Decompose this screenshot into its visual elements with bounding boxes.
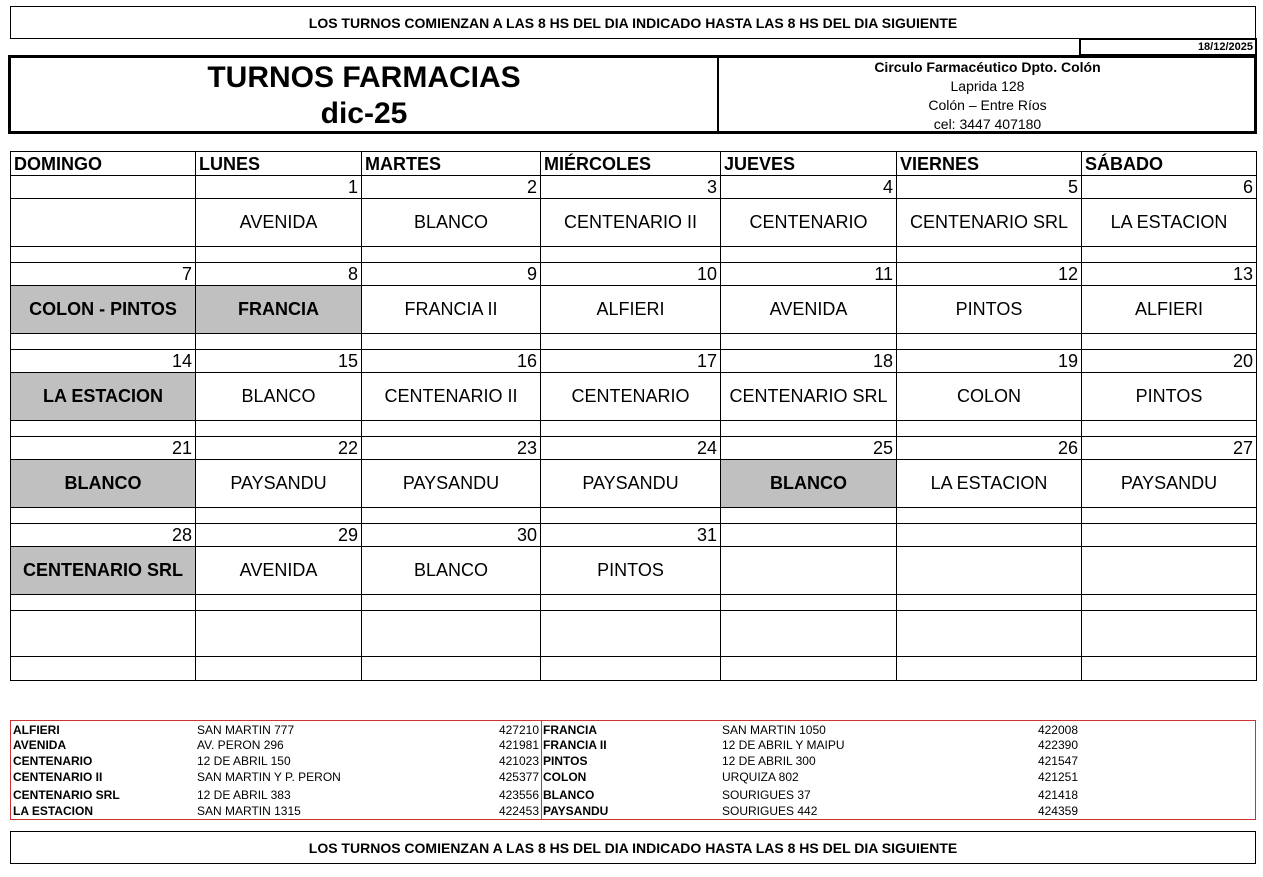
pharmacy-name: AVENIDA bbox=[13, 738, 67, 752]
day-number: 13 bbox=[1082, 263, 1257, 286]
pharmacy-phone: 421981 bbox=[498, 738, 539, 752]
pharmacy-on-duty: PAYSANDU bbox=[362, 460, 541, 508]
pharmacy-on-duty: COLON bbox=[897, 373, 1082, 421]
day-number-row bbox=[11, 176, 1257, 199]
pharmacy-on-duty: CENTENARIO SRL bbox=[897, 199, 1082, 247]
empty-cell bbox=[11, 508, 196, 524]
empty-cell bbox=[196, 421, 362, 437]
day-number: 14 bbox=[11, 350, 196, 373]
empty-cell bbox=[897, 421, 1082, 437]
top-banner: LOS TURNOS COMIENZAN A LAS 8 HS DEL DIA INDICADO HASTA LAS 8 HS DEL DIA SIGUIENTE bbox=[10, 6, 1256, 39]
day-number: 2 bbox=[362, 176, 541, 199]
pharmacy-row bbox=[11, 199, 1257, 247]
day-number: 26 bbox=[897, 437, 1082, 460]
pharmacy-name: FRANCIA II bbox=[543, 738, 607, 752]
pharmacy-on-duty: PAYSANDU bbox=[541, 460, 721, 508]
day-number: 25 bbox=[721, 437, 897, 460]
pharmacy-address: SAN MARTIN 1315 bbox=[197, 804, 301, 818]
header bbox=[8, 55, 1257, 134]
day-number: 10 bbox=[541, 263, 721, 286]
day-number bbox=[721, 524, 897, 547]
weekday-label: JUEVES bbox=[721, 152, 897, 176]
pharmacy-phone: 422453 bbox=[498, 804, 539, 818]
day-number: 22 bbox=[196, 437, 362, 460]
empty-cell bbox=[897, 247, 1082, 263]
empty-cell bbox=[1082, 334, 1257, 350]
pharmacy-on-duty: CENTENARIO SRL bbox=[11, 547, 196, 595]
pharmacy-on-duty: CENTENARIO bbox=[721, 199, 897, 247]
weekday-header bbox=[11, 152, 1257, 176]
directory-row bbox=[11, 769, 1255, 785]
empty-cell bbox=[541, 334, 721, 350]
day-number: 11 bbox=[721, 263, 897, 286]
empty-cell bbox=[362, 247, 541, 263]
empty-cell bbox=[362, 334, 541, 350]
pharmacy-address: SOURIGUES 442 bbox=[722, 804, 818, 818]
pharmacy-on-duty: FRANCIA bbox=[196, 286, 362, 334]
pharmacy-row bbox=[11, 460, 1257, 508]
directory-row bbox=[11, 787, 1255, 803]
empty-cell bbox=[541, 508, 721, 524]
day-number: 8 bbox=[196, 263, 362, 286]
pharmacy-name: CENTENARIO II bbox=[13, 770, 103, 784]
empty-cell bbox=[196, 657, 362, 681]
calendar-body bbox=[11, 152, 1257, 681]
pharmacy-directory bbox=[10, 720, 1256, 820]
day-number-row bbox=[11, 263, 1257, 286]
pharmacy-on-duty: BLANCO bbox=[362, 547, 541, 595]
pharmacy-on-duty: BLANCO bbox=[196, 373, 362, 421]
pharmacy-name: PAYSANDU bbox=[543, 804, 609, 818]
day-number-row bbox=[11, 350, 1257, 373]
day-number: 31 bbox=[541, 524, 721, 547]
empty-cell bbox=[897, 657, 1082, 681]
empty-cell bbox=[541, 595, 721, 611]
pharmacy-address: 12 DE ABRIL 150 bbox=[197, 754, 291, 768]
empty-cell bbox=[721, 334, 897, 350]
pharmacy-phone: 421251 bbox=[1037, 770, 1078, 784]
spacer-row bbox=[11, 508, 1257, 524]
empty-cell bbox=[1082, 508, 1257, 524]
empty-cell bbox=[1082, 595, 1257, 611]
org-phone: cel: 3447 407180 bbox=[933, 116, 1042, 132]
day-number: 20 bbox=[1082, 350, 1257, 373]
empty-cell bbox=[362, 421, 541, 437]
month-label: dic-25 bbox=[320, 97, 408, 130]
pharmacy-on-duty: AVENIDA bbox=[196, 199, 362, 247]
pharmacy-on-duty: CENTENARIO II bbox=[541, 199, 721, 247]
directory-row bbox=[11, 722, 1255, 738]
pharmacy-phone: 422008 bbox=[1037, 723, 1078, 737]
empty-cell bbox=[897, 334, 1082, 350]
empty-cell bbox=[721, 611, 897, 657]
day-number: 6 bbox=[1082, 176, 1257, 199]
pharmacy-address: SAN MARTIN 777 bbox=[197, 723, 295, 737]
pharmacy-on-duty: LA ESTACION bbox=[897, 460, 1082, 508]
pharmacy-on-duty: LA ESTACION bbox=[1082, 199, 1257, 247]
empty-cell bbox=[196, 247, 362, 263]
bottom-banner: LOS TURNOS COMIENZAN A LAS 8 HS DEL DIA INDICADO HASTA LAS 8 HS DEL DIA SIGUIENTE bbox=[10, 831, 1256, 864]
empty-cell bbox=[897, 611, 1082, 657]
pharmacy-address: SAN MARTIN Y P. PERON bbox=[197, 770, 341, 784]
pharmacy-phone: 421023 bbox=[498, 754, 539, 768]
pharmacy-on-duty: PAYSANDU bbox=[1082, 460, 1257, 508]
pharmacy-on-duty: LA ESTACION bbox=[11, 373, 196, 421]
empty-cell bbox=[196, 508, 362, 524]
pharmacy-on-duty: BLANCO bbox=[362, 199, 541, 247]
empty-cell bbox=[362, 611, 541, 657]
pharmacy-phone: 427210 bbox=[498, 723, 539, 737]
issue-date: 18/12/2025 bbox=[1079, 38, 1257, 56]
empty-cell bbox=[721, 657, 897, 681]
day-number: 24 bbox=[541, 437, 721, 460]
directory-row bbox=[11, 803, 1255, 819]
org-address: Laprida 128 bbox=[950, 78, 1025, 94]
empty-cell bbox=[721, 595, 897, 611]
empty-cell bbox=[541, 421, 721, 437]
empty-cell bbox=[362, 595, 541, 611]
empty-cell bbox=[1082, 657, 1257, 681]
empty-cell bbox=[11, 657, 196, 681]
pharmacy-on-duty bbox=[1082, 547, 1257, 595]
pharmacy-address: 12 DE ABRIL 300 bbox=[722, 754, 816, 768]
weekday-label: MIÉRCOLES bbox=[541, 152, 721, 176]
pharmacy-on-duty: CENTENARIO SRL bbox=[721, 373, 897, 421]
empty-cell bbox=[11, 334, 196, 350]
pharmacy-on-duty bbox=[897, 547, 1082, 595]
pharmacy-address: 12 DE ABRIL 383 bbox=[197, 788, 291, 802]
empty-cell bbox=[897, 595, 1082, 611]
empty-cell bbox=[541, 247, 721, 263]
empty-cell bbox=[897, 508, 1082, 524]
weekday-label: LUNES bbox=[196, 152, 362, 176]
day-number-row bbox=[11, 437, 1257, 460]
pharmacy-on-duty: PINTOS bbox=[1082, 373, 1257, 421]
pharmacy-phone: 424359 bbox=[1037, 804, 1078, 818]
pharmacy-on-duty bbox=[721, 547, 897, 595]
pharmacy-on-duty: PINTOS bbox=[897, 286, 1082, 334]
empty-cell bbox=[541, 657, 721, 681]
pharmacy-on-duty: FRANCIA II bbox=[362, 286, 541, 334]
empty-cell bbox=[11, 421, 196, 437]
pharmacy-on-duty: AVENIDA bbox=[721, 286, 897, 334]
day-number: 27 bbox=[1082, 437, 1257, 460]
pharmacy-phone: 422390 bbox=[1037, 738, 1078, 752]
weekday-label: DOMINGO bbox=[11, 152, 196, 176]
calendar-table bbox=[10, 151, 1257, 681]
directory-row bbox=[11, 753, 1255, 769]
pharmacy-phone: 423556 bbox=[498, 788, 539, 802]
pharmacy-address: URQUIZA 802 bbox=[722, 770, 799, 784]
day-number: 3 bbox=[541, 176, 721, 199]
directory-row bbox=[11, 737, 1255, 753]
page-title: TURNOS FARMACIAS bbox=[207, 61, 521, 94]
empty-cell bbox=[721, 508, 897, 524]
pharmacy-row bbox=[11, 373, 1257, 421]
empty-cell bbox=[11, 611, 196, 657]
org-name: Circulo Farmacéutico Dpto. Colón bbox=[874, 59, 1101, 75]
day-number bbox=[11, 176, 196, 199]
empty-cell bbox=[541, 611, 721, 657]
pharmacy-phone: 425377 bbox=[498, 770, 539, 784]
day-number: 7 bbox=[11, 263, 196, 286]
day-number: 15 bbox=[196, 350, 362, 373]
pharmacy-address: SAN MARTIN 1050 bbox=[722, 723, 826, 737]
org-city: Colón – Entre Ríos bbox=[928, 97, 1047, 113]
pharmacy-on-duty: PAYSANDU bbox=[196, 460, 362, 508]
empty-cell bbox=[1082, 247, 1257, 263]
pharmacy-address: SOURIGUES 37 bbox=[722, 788, 811, 802]
day-number: 9 bbox=[362, 263, 541, 286]
spacer-row bbox=[11, 247, 1257, 263]
day-number: 1 bbox=[196, 176, 362, 199]
day-number bbox=[897, 524, 1082, 547]
title-block bbox=[11, 58, 719, 131]
spacer-row bbox=[11, 595, 1257, 611]
empty-cell bbox=[196, 611, 362, 657]
weekday-label: SÁBADO bbox=[1082, 152, 1257, 176]
pharmacy-on-duty: CENTENARIO bbox=[541, 373, 721, 421]
weekday-label: MARTES bbox=[362, 152, 541, 176]
day-number: 21 bbox=[11, 437, 196, 460]
day-number: 4 bbox=[721, 176, 897, 199]
day-number bbox=[1082, 524, 1257, 547]
pharmacy-on-duty bbox=[11, 199, 196, 247]
empty-cell bbox=[196, 334, 362, 350]
spacer-row bbox=[11, 334, 1257, 350]
pharmacy-name: PINTOS bbox=[543, 754, 588, 768]
empty-cell bbox=[721, 421, 897, 437]
pharmacy-on-duty: AVENIDA bbox=[196, 547, 362, 595]
pharmacy-name: CENTENARIO SRL bbox=[13, 788, 120, 802]
day-number: 17 bbox=[541, 350, 721, 373]
empty-cell bbox=[196, 595, 362, 611]
empty-row bbox=[11, 611, 1257, 657]
empty-cell bbox=[11, 247, 196, 263]
weekday-label: VIERNES bbox=[897, 152, 1082, 176]
empty-cell bbox=[362, 657, 541, 681]
pharmacy-on-duty: BLANCO bbox=[721, 460, 897, 508]
day-number-row bbox=[11, 524, 1257, 547]
day-number: 5 bbox=[897, 176, 1082, 199]
pharmacy-row bbox=[11, 286, 1257, 334]
pharmacy-on-duty: ALFIERI bbox=[541, 286, 721, 334]
day-number: 16 bbox=[362, 350, 541, 373]
day-number: 29 bbox=[196, 524, 362, 547]
pharmacy-on-duty: COLON - PINTOS bbox=[11, 286, 196, 334]
pharmacy-on-duty: ALFIERI bbox=[1082, 286, 1257, 334]
day-number: 23 bbox=[362, 437, 541, 460]
spacer-row bbox=[11, 421, 1257, 437]
pharmacy-phone: 421418 bbox=[1037, 788, 1078, 802]
pharmacy-on-duty: BLANCO bbox=[11, 460, 196, 508]
pharmacy-name: FRANCIA bbox=[543, 723, 597, 737]
pharmacy-name: CENTENARIO bbox=[13, 754, 93, 768]
empty-cell bbox=[11, 595, 196, 611]
empty-cell bbox=[721, 247, 897, 263]
empty-cell bbox=[1082, 611, 1257, 657]
pharmacy-on-duty: CENTENARIO II bbox=[362, 373, 541, 421]
org-block bbox=[721, 58, 1254, 131]
pharmacy-on-duty: PINTOS bbox=[541, 547, 721, 595]
day-number: 18 bbox=[721, 350, 897, 373]
day-number: 12 bbox=[897, 263, 1082, 286]
empty-cell bbox=[362, 508, 541, 524]
pharmacy-phone: 421547 bbox=[1037, 754, 1078, 768]
day-number: 28 bbox=[11, 524, 196, 547]
pharmacy-name: COLON bbox=[543, 770, 587, 784]
pharmacy-name: ALFIERI bbox=[13, 723, 60, 737]
pharmacy-address: 12 DE ABRIL Y MAIPU bbox=[722, 738, 845, 752]
day-number: 19 bbox=[897, 350, 1082, 373]
day-number: 30 bbox=[362, 524, 541, 547]
empty-row bbox=[11, 657, 1257, 681]
empty-cell bbox=[1082, 421, 1257, 437]
pharmacy-row bbox=[11, 547, 1257, 595]
pharmacy-name: BLANCO bbox=[543, 788, 595, 802]
pharmacy-address: AV. PERON 296 bbox=[197, 738, 284, 752]
pharmacy-name: LA ESTACION bbox=[13, 804, 93, 818]
